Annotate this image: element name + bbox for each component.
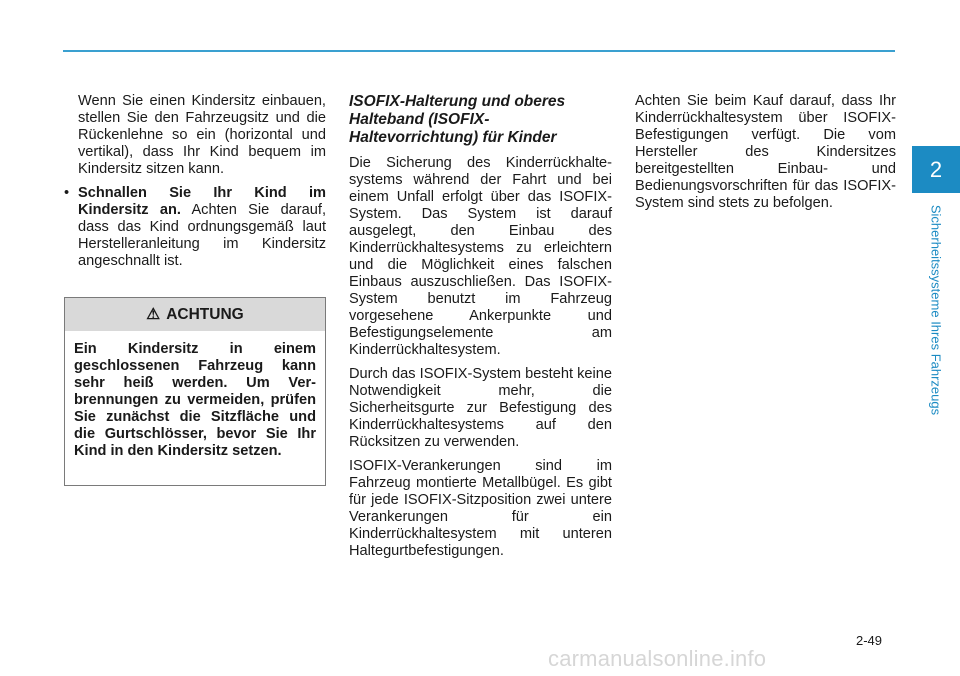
warning-triangle-icon: ⚠ (146, 306, 161, 323)
chapter-tab: 2 (912, 146, 960, 193)
bullet-item (64, 185, 326, 270)
top-rule (63, 50, 895, 52)
warning-header (65, 298, 325, 331)
isofix-paragraph-2: Durch das ISOFIX-System besteht keine Notwendigkeit mehr, die Sicherheitsgurte zur Befestigung des Kinderrückhaltesystems auf den Rücksitzen zu verwenden. (349, 366, 612, 450)
chapter-title: Sicherheitssysteme Ihres Fahrzeugs (928, 204, 944, 416)
column-middle (349, 93, 612, 567)
bullet-strong: Schnallen Sie Ihr Kind im Kindersitz an. (78, 185, 326, 218)
watermark: carmanualsonline.info (548, 646, 767, 671)
bullet-symbol: • (64, 185, 70, 201)
purchase-paragraph: Achten Sie beim Kauf darauf, dass Ihr Kinderrückhaltesystem über ISOFIX-Befestigungen verfügt. Die vom Hersteller des Kindersitzes bereitgestellten Einbau- und Bedienungsvorschriften für das ISOFIX-System sind stets zu befolgen. (635, 93, 896, 211)
page-number: 2-49 (856, 633, 883, 648)
section-title: ISOFIX-Halterung und oberes Halteband (ISOFIX-Haltevorrichtung) für Kinder (349, 93, 566, 146)
isofix-paragraph-3: ISOFIX-Verankerungen sind im Fahrzeug montierte Metallbügel. Es gibt für jede ISOFIX-Sitzposition zwei untere Verankerungen für ein Kinderrückhaltesystem mit unteren Haltegurtbefestigungen. (349, 458, 612, 559)
isofix-paragraph-1: Die Sicherung des Kinderrückhaltesystems während der Fahrt und bei einem Unfall erfolgt über das ISOFIX-System. Das System ist darauf ausgelegt, den Einbau des Kinderrückhaltesystems zu erleichtern und die Möglichkeit eines falschen Einbaus auszuschließen. Das ISOFIX-System benutzt im Fahrzeug vorgesehene Ankerpunkte und Befestigungselemente am Kinderrückhaltesystem. (349, 155, 612, 358)
intro-paragraph: Wenn Sie einen Kindersitz einbauen, stellen Sie den Fahrzeugsitz und die Rückenlehne so ein (horizontal und vertikal), dass Ihr Kind bequem im Kindersitz sitzen kann. (78, 93, 326, 177)
warning-box (64, 297, 326, 486)
warning-title: ACHTUNG (166, 305, 244, 323)
column-left (64, 93, 326, 270)
bullet-text (78, 185, 326, 270)
column-right (635, 93, 896, 219)
warning-text: Ein Kindersitz in einem geschlossenen Fahrzeug kann sehr heiß werden. Um Verbrennungen zu vermeiden, prüfen Sie zunächst die Sitzfläche und die Gurtschlösser, bevor Sie Ihr Kind in den Kindersitz setzen. (74, 341, 316, 459)
bullet-body: Achten Sie darauf, dass das Kind ordnungsgemäß laut Herstelleranleitung im Kindersitz angeschnallt ist. (78, 202, 327, 269)
